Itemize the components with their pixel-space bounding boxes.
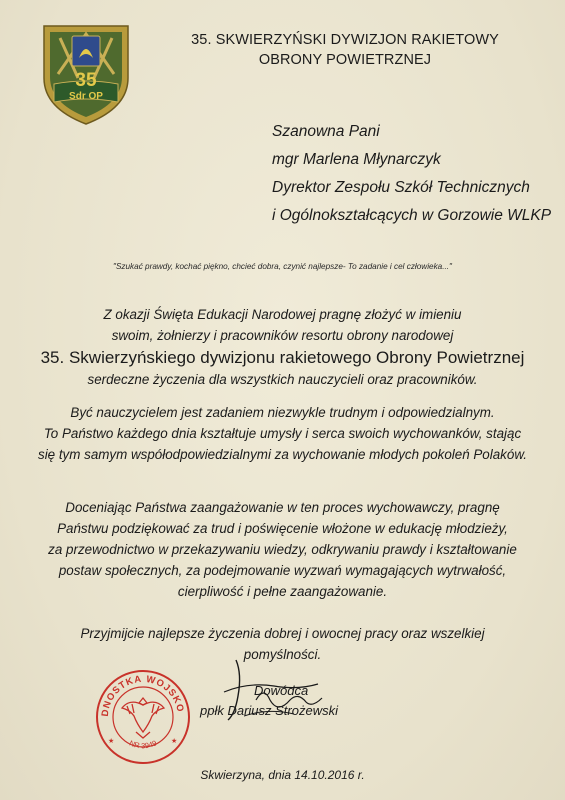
eagle-icon (122, 698, 164, 738)
motto-quote: "Szukać prawdy, kochać piękno, chcieć dobra, czynić najlepsze- To zadanie i cel człowieka..." (113, 262, 452, 271)
emblem-number: 35 (75, 70, 97, 91)
paragraph-line: cierpliwość i pełne zaangażowanie. (177, 584, 388, 599)
official-stamp (94, 668, 192, 766)
paragraph-line: Państwu podziękować za trud i poświęcenie włożone w edukację młodzieży, (57, 521, 508, 536)
addressee-salutation: Szanowna Pani (272, 123, 380, 140)
paragraph-line: pomyślności. (243, 647, 322, 662)
stamp-number: NR 3949 (127, 738, 159, 751)
paragraph-teacher (0, 402, 565, 465)
stamp-ring-text: DNOSTKA WOJSKO (99, 673, 186, 718)
paragraph-line: Być nauczycielem jest zadaniem niezwykle trudnym i odpowiedzialnym. (70, 405, 495, 420)
paragraph-greeting (0, 304, 565, 390)
unit-emblem (38, 20, 134, 126)
signature-name: ppłk Dariusz Strożewski (200, 703, 338, 718)
paragraph-line: Doceniając Państwa zaangażowanie w ten proces wychowawczy, pragnę (65, 500, 500, 515)
unit-name-line: 35. Skwierzyńskiego dywizjonu rakietowego Obrony Powietrznej (40, 348, 525, 367)
paragraph-line: Z okazji Święta Edukacji Narodowej pragnę złożyć w imieniu (103, 307, 462, 322)
unit-title (150, 30, 540, 70)
letter-date: Skwierzyna, dnia 14.10.2016 r. (200, 768, 365, 782)
addressee-school: i Ogólnokształcących w Gorzowie WLKP (272, 207, 552, 224)
paragraph-line: swoim, żołnierzy i pracowników resortu obrony narodowej (111, 328, 454, 343)
addressee-block (272, 118, 551, 230)
stamp-star-icon: ★ (108, 737, 115, 745)
unit-title-line1: 35. SKWIERZYŃSKI DYWIZJON RAKIETOWY (191, 32, 499, 48)
addressee-position: Dyrektor Zespołu Szkół Technicznych (272, 179, 530, 196)
paragraph-line: Przyjmijcie najlepsze życzenia dobrej i owocnej pracy oraz wszelkiej (80, 626, 485, 641)
paragraph-line: postaw społecznych, za podejmowanie wyzwań wymagających wytrwałość, (58, 563, 507, 578)
paragraph-line: się tym samym współodpowiedzialnymi za wychowanie młodych pokoleń Polaków. (38, 447, 527, 462)
addressee-name: mgr Marlena Młynarczyk (272, 151, 441, 168)
paragraph-line: serdeczne życzenia dla wszystkich nauczycieli oraz pracowników. (87, 372, 478, 387)
paragraph-line: za przewodnictwo w przekazywaniu wiedzy, odkrywaniu prawdy i kształtowanie (48, 542, 517, 557)
emblem-text: Sdr OP (69, 91, 103, 102)
paragraph-thanks (0, 497, 565, 602)
signature-title: Dowódca (254, 683, 309, 698)
stamp-star-icon: ★ (171, 737, 178, 745)
paragraph-line: To Państwo każdego dnia kształtuje umysły i serca swoich wychowanków, stając (43, 426, 522, 441)
unit-title-line2: OBRONY POWIETRZNEJ (258, 52, 432, 68)
svg-text:NR 3949 (128, 738, 158, 750)
